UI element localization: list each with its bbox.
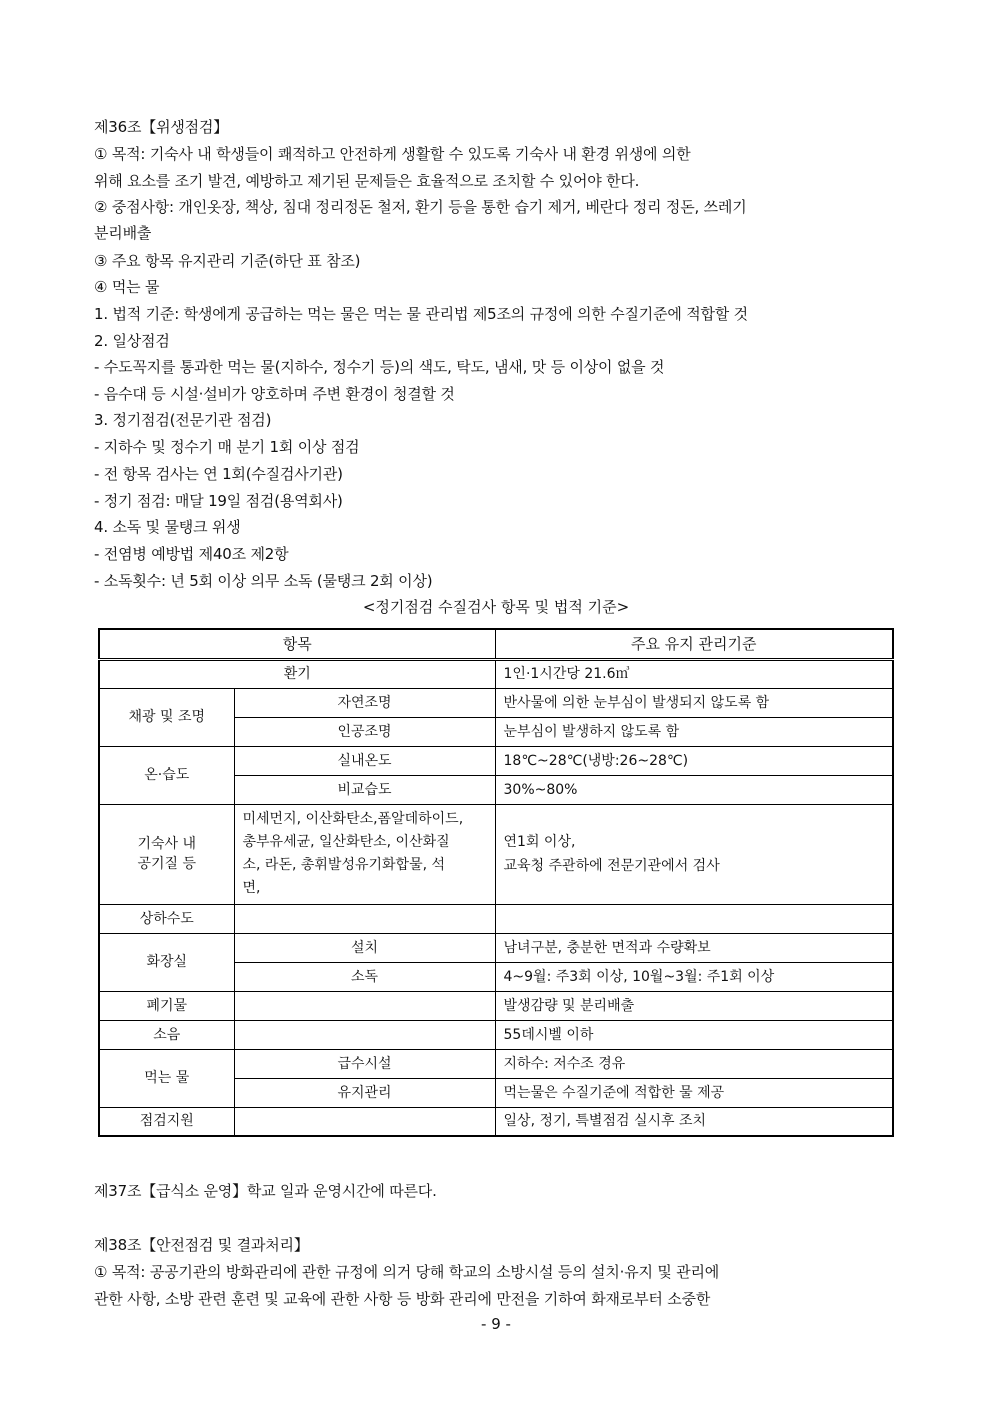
article-37: 제37조【급식소 운영】학교 일과 운영시간에 따른다. (94, 1182, 437, 1200)
air-standard-line: 교육청 주관하에 전문기관에서 검사 (503, 858, 720, 874)
lighting-item: 채광 및 조명 (99, 688, 234, 746)
noise-standard: 55데시벨 이하 (495, 1020, 893, 1049)
empty-cell (234, 1107, 495, 1136)
humidity-standard: 30%~80% (495, 775, 893, 804)
art36-line: - 전염병 예방법 제40조 제2항 (94, 545, 289, 563)
waste-standard: 발생감량 및 분리배출 (495, 991, 893, 1020)
toilet-disinfect-standard: 4~9월: 주3회 이상, 10월~3월: 주1회 이상 (495, 962, 893, 991)
table-row (99, 804, 893, 904)
table-row (99, 659, 893, 688)
inspection-support-standard: 일상, 정기, 특별점검 실시후 조치 (495, 1107, 893, 1136)
artificial-light-standard: 눈부심이 발생하지 않도록 함 (495, 717, 893, 746)
art36-line: 1. 법적 기준: 학생에게 공급하는 먹는 물은 먹는 물 관리법 제5조의 규정에 의한 수질기준에 적합할 것 (94, 305, 748, 323)
toilet-install-subitem: 설치 (234, 933, 495, 962)
art38-line: 관한 사항, 소방 관련 훈련 및 교육에 관한 사항 등 방화 관리에 만전을 기하여 화재로부터 소중한 (94, 1290, 711, 1308)
hygiene-standards-table (98, 628, 894, 1137)
article-36-heading: 제36조【위생점검】 (94, 118, 229, 136)
toilet-item: 화장실 (99, 933, 234, 991)
toilet-disinfect-subitem: 소독 (234, 962, 495, 991)
indoor-temp-standard: 18℃~28℃(냉방:26~28℃) (495, 746, 893, 775)
table-row (99, 746, 893, 775)
air-item-line: 공기질 등 (137, 856, 197, 872)
art38-line: ① 목적: 공공기관의 방화관리에 관한 규정에 의거 당해 학교의 소방시설 등의 설치·유지 및 관리에 (94, 1263, 720, 1281)
art36-line: 2. 일상점검 (94, 332, 170, 350)
art36-line: ③ 주요 항목 유지관리 기준(하단 표 참조) (94, 252, 361, 270)
art36-line: ② 중점사항: 개인옷장, 책상, 침대 정리정돈 철저, 환기 등을 통한 습기 제거, 베란다 정리 정돈, 쓰레기 (94, 198, 747, 216)
pollutants-line: 소, 라돈, 총휘발성유기화합물, 석 (242, 857, 446, 873)
air-quality-item (99, 804, 234, 904)
table-row (99, 1020, 893, 1049)
water-maintenance-subitem: 유지관리 (234, 1078, 495, 1107)
empty-cell (495, 904, 893, 933)
table-row (99, 991, 893, 1020)
air-pollutants (234, 804, 495, 904)
waste-item: 폐기물 (99, 991, 234, 1020)
humidity-subitem: 비교습도 (234, 775, 495, 804)
art36-line: - 음수대 등 시설·설비가 양호하며 주변 환경이 청결할 것 (94, 385, 455, 403)
natural-light-standard: 반사물에 의한 눈부심이 발생되지 않도록 함 (495, 688, 893, 717)
ventilation-standard: 1인·1시간당 21.6㎥ (495, 659, 893, 688)
art36-line: - 지하수 및 정수기 매 분기 1회 이상 점검 (94, 438, 360, 456)
water-facility-standard: 지하수: 저수조 경유 (495, 1049, 893, 1078)
art36-line: ① 목적: 기숙사 내 학생들이 쾌적하고 안전하게 생활할 수 있도록 기숙사 내 환경 위생에 의한 (94, 145, 691, 163)
art36-line: 분리배출 (94, 224, 152, 242)
table-row (99, 904, 893, 933)
air-item-line: 기숙사 내 (137, 836, 197, 852)
air-quality-standard (495, 804, 893, 904)
noise-item: 소음 (99, 1020, 234, 1049)
toilet-install-standard: 남녀구분, 충분한 면적과 수량확보 (495, 933, 893, 962)
water-maintenance-standard: 먹는물은 수질기준에 적합한 물 제공 (495, 1078, 893, 1107)
art36-line: - 전 항목 검사는 연 1회(수질검사기관) (94, 465, 343, 483)
natural-light-subitem: 자연조명 (234, 688, 495, 717)
ventilation-item: 환기 (99, 659, 495, 688)
art36-line: ④ 먹는 물 (94, 278, 160, 296)
artificial-light-subitem: 인공조명 (234, 717, 495, 746)
pollutants-line: 면, (242, 880, 261, 896)
indoor-temp-subitem: 실내온도 (234, 746, 495, 775)
table-row (99, 688, 893, 717)
table-row (99, 1049, 893, 1078)
art36-line: - 소독횟수: 년 5회 이상 의무 소독 (물탱크 2회 이상) (94, 572, 433, 590)
water-supply-item: 상하수도 (99, 904, 234, 933)
inspection-support-item: 점검지원 (99, 1107, 234, 1136)
header-item: 항목 (99, 629, 495, 659)
header-standard: 주요 유지 관리기준 (495, 629, 893, 659)
water-facility-subitem: 급수시설 (234, 1049, 495, 1078)
table-caption: <정기점검 수질검사 항목 및 법적 기준> (362, 598, 630, 616)
article-38-heading: 제38조【안전점검 및 결과처리】 (94, 1236, 309, 1254)
art36-line: 위해 요소를 조기 발견, 예방하고 제기된 문제들은 효율적으로 조치할 수 있어야 한다. (94, 172, 640, 190)
art36-line: - 정기 점검: 매달 19일 점검(용역회사) (94, 492, 343, 510)
empty-cell (234, 1020, 495, 1049)
drinking-water-item: 먹는 물 (99, 1049, 234, 1107)
pollutants-line: 총부유세균, 일산화탄소, 이산화질 (242, 834, 450, 850)
air-standard-line: 연1회 이상, (503, 834, 576, 850)
art36-line: 4. 소독 및 물탱크 위생 (94, 518, 241, 536)
table-row (99, 1107, 893, 1136)
empty-cell (234, 991, 495, 1020)
empty-cell (234, 904, 495, 933)
table-row (99, 933, 893, 962)
page-number: - 9 - (481, 1315, 511, 1333)
art36-line: - 수도꼭지를 통과한 먹는 물(지하수, 정수기 등)의 색도, 탁도, 냄새, 맛 등 이상이 없을 것 (94, 358, 665, 376)
table-header-row (99, 629, 893, 659)
art36-line: 3. 정기점검(전문기관 점검) (94, 411, 272, 429)
pollutants-line: 미세먼지, 이산화탄소,폼알데하이드, (242, 811, 464, 827)
temp-humidity-item: 온·습도 (99, 746, 234, 804)
